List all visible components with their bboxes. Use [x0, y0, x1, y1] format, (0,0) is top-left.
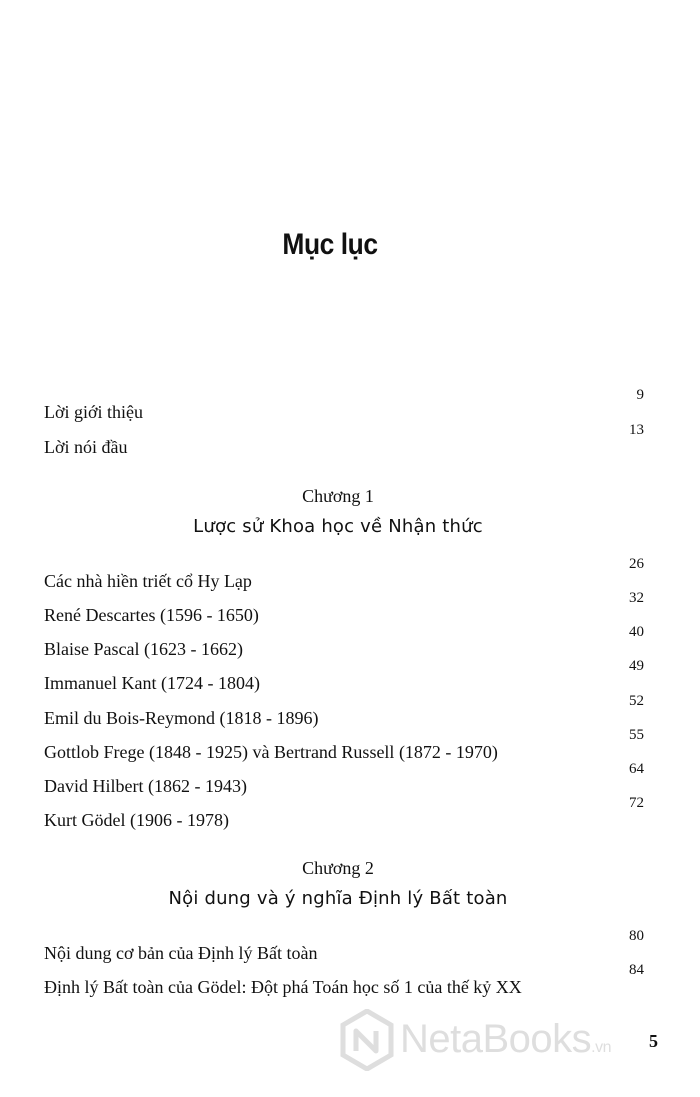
toc-entry-text: Định lý Bất toàn của Gödel: Đột phá Toán học số 1 của thế kỷ XX [44, 977, 522, 997]
toc-entry [44, 556, 644, 592]
toc-entry-page: 64 [629, 761, 644, 777]
toc-entry-page: 9 [636, 387, 644, 403]
toc-entry-page: 13 [629, 422, 644, 438]
toc-entry-text: Blaise Pascal (1623 - 1662) [44, 639, 243, 659]
toc-entry [44, 928, 644, 964]
toc-entry [44, 693, 644, 729]
toc-entry [44, 590, 644, 626]
toc-entry-text: Immanuel Kant (1724 - 1804) [44, 673, 260, 693]
toc-entry-page: 52 [629, 693, 644, 709]
chapter-2-title: Nội dung và ý nghĩa Định lý Bất toàn [168, 888, 508, 909]
toc-entry-page: 26 [629, 556, 644, 572]
chapter-1-title: Lược sử Khoa học về Nhận thức [193, 516, 483, 537]
toc-entry-page: 32 [629, 590, 644, 606]
toc-entry-text: Nội dung cơ bản của Định lý Bất toàn [44, 943, 318, 963]
toc-entry [44, 658, 644, 694]
watermark-text: NetaBooks.vn [400, 1017, 612, 1061]
toc-entry-page: 40 [629, 624, 644, 640]
chapter-1-label: Chương 1 [302, 486, 374, 506]
page-title: Mục lục [282, 228, 378, 261]
toc-entry [44, 624, 644, 660]
toc-entry-text: René Descartes (1596 - 1650) [44, 605, 259, 625]
page-number: 5 [649, 1031, 658, 1051]
toc-entry-text: Kurt Gödel (1906 - 1978) [44, 810, 229, 830]
toc-entry [44, 962, 644, 998]
toc-entry [44, 761, 644, 797]
chapter-2-label: Chương 2 [302, 858, 374, 878]
toc-entry-page: 72 [629, 795, 644, 811]
netabooks-logo-icon [340, 1009, 394, 1071]
toc-entry-text: David Hilbert (1862 - 1943) [44, 776, 247, 796]
toc-entry-text: Lời giới thiệu [44, 402, 144, 422]
toc-entry-foreword [44, 387, 644, 423]
toc-entry [44, 727, 644, 763]
toc-entry-page: 49 [629, 658, 644, 674]
toc-entry-text: Lời nói đầu [44, 437, 128, 457]
toc-entry-text: Gottlob Frege (1848 - 1925) và Bertrand Russell (1872 - 1970) [44, 742, 498, 762]
toc-entry-page: 80 [629, 928, 644, 944]
toc-entry-text: Emil du Bois-Reymond (1818 - 1896) [44, 708, 319, 728]
watermark [340, 1005, 685, 1075]
toc-entry-preface [44, 422, 644, 458]
toc-entry-page: 55 [629, 727, 644, 743]
toc-entry-text: Các nhà hiền triết cổ Hy Lạp [44, 571, 252, 591]
toc-entry [44, 795, 644, 831]
toc-entry-page: 84 [629, 962, 644, 978]
